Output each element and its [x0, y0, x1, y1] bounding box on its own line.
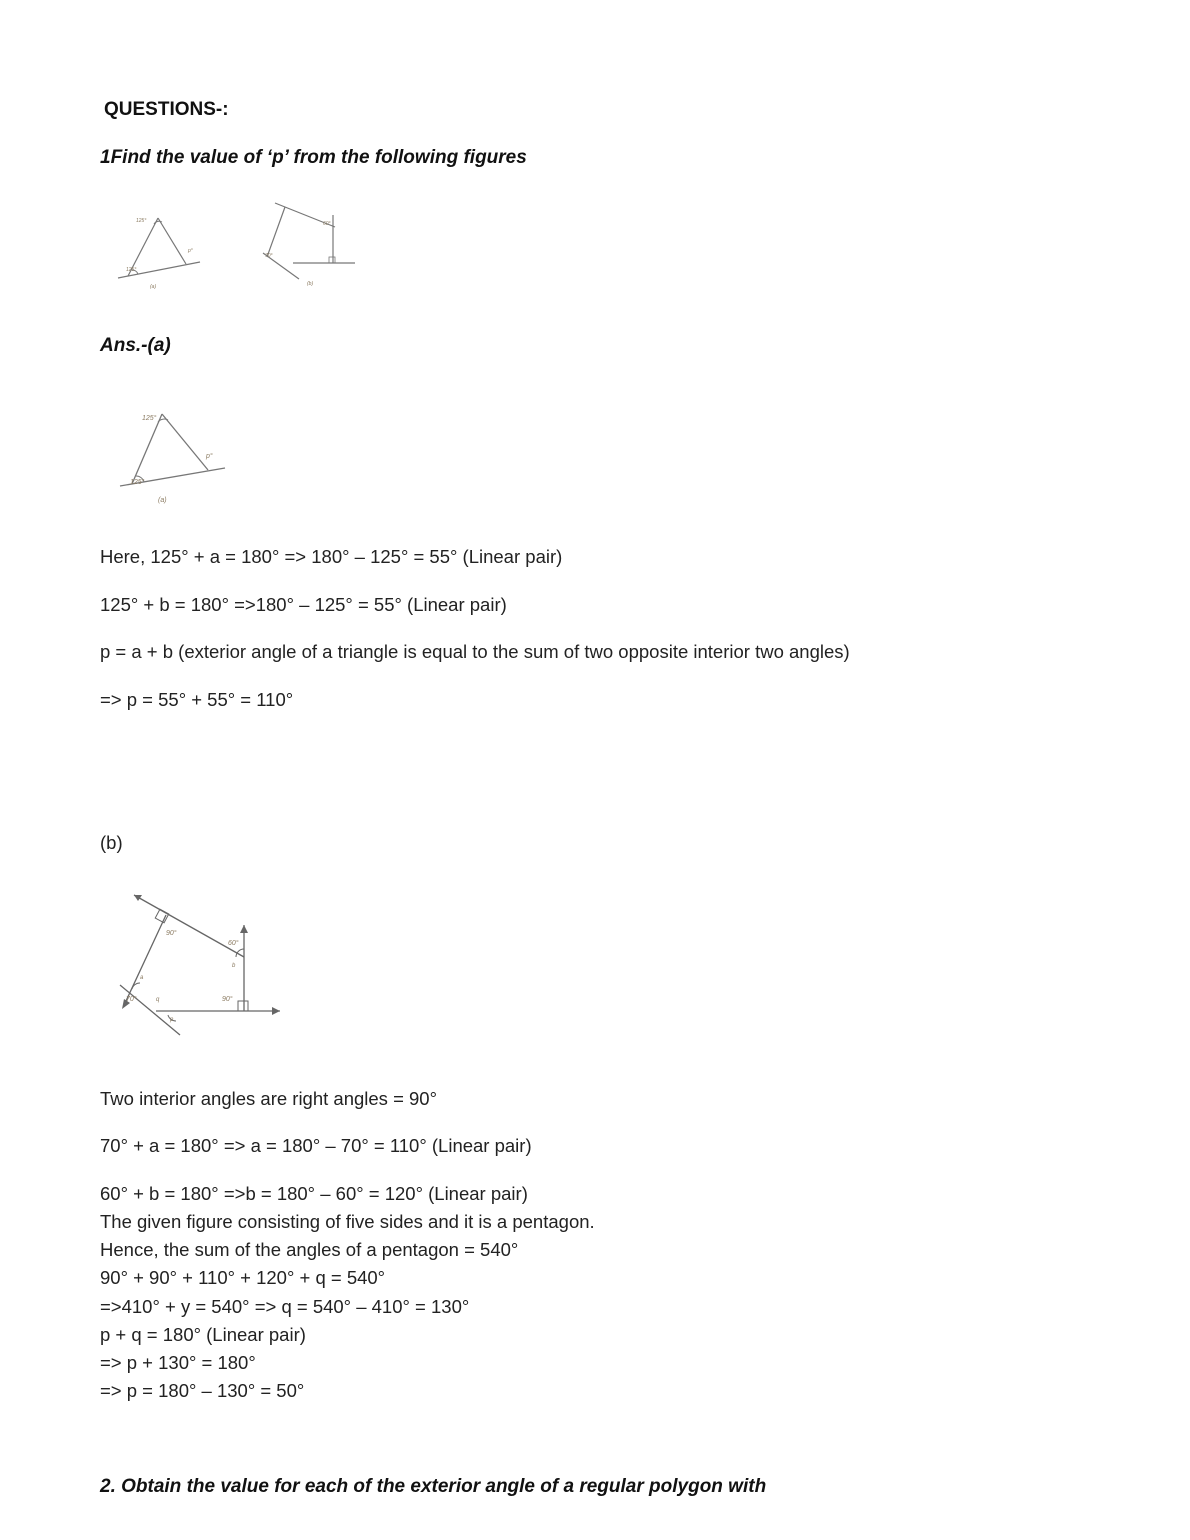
- part-b-line-3: 60° + b = 180° =>b = 180° – 60° = 120° (Linear pair): [100, 1183, 528, 1204]
- fig-b-label-b: b: [232, 963, 236, 969]
- part-a-line-4: => p = 55° + 55° = 110°: [100, 689, 294, 710]
- part-b-line-1: Two interior angles are right angles = 90°: [100, 1088, 437, 1109]
- part-b-line-7: =>410° + y = 540° => q = 540° – 410° = 130°: [100, 1296, 470, 1317]
- figure-b-small: [255, 195, 375, 295]
- fig-a-small-caption: (a): [150, 284, 157, 290]
- part-b-line-5: Hence, the sum of the angles of a pentagon = 540°: [100, 1239, 519, 1260]
- figure-b: [110, 885, 310, 1045]
- figure-a: [110, 400, 250, 510]
- fig-b-small-label-70: 70°: [265, 253, 273, 259]
- part-a-line-1: Here, 125° + a = 180° => 180° – 125° = 55° (Linear pair): [100, 546, 563, 567]
- fig-a-small-label-125-top: 125°: [136, 218, 147, 224]
- fig-b-label-p: p: [170, 1017, 174, 1023]
- part-b-line-9: => p + 130° = 180°: [100, 1352, 256, 1373]
- part-b-line-6: 90° + 90° + 110° + 120° + q = 540°: [100, 1267, 386, 1288]
- fig-a-label-125-bottom: 125°: [130, 479, 145, 486]
- part-b-line-4: The given figure consisting of five sides and it is a pentagon.: [100, 1211, 595, 1232]
- part-a-line-2: 125° + b = 180° =>180° – 125° = 55° (Linear pair): [100, 594, 507, 615]
- fig-b-label-a: a: [140, 975, 144, 981]
- fig-a-small-label-125-bottom: 125°: [126, 267, 137, 273]
- fig-b-label-q: q: [156, 997, 160, 1003]
- part-a-line-3: p = a + b (exterior angle of a triangle is equal to the sum of two opposite interior two angles): [100, 641, 850, 662]
- fig-b-label-90-bottom: 90°: [222, 996, 233, 1003]
- fig-a-label-p: p°: [206, 453, 213, 460]
- fig-a-small-label-p: p°: [188, 248, 193, 254]
- fig-a-label-125-top: 125°: [142, 415, 157, 422]
- figure-a-small: [110, 200, 230, 300]
- fig-b-small-label-60: 60°: [323, 221, 331, 227]
- page-heading: QUESTIONS-:: [104, 99, 229, 120]
- question-1: 1Find the value of ‘p’ from the following figures: [100, 147, 527, 168]
- fig-a-caption: (a): [158, 497, 167, 504]
- fig-b-small-caption: (b): [307, 281, 314, 287]
- part-b-line-8: p + q = 180° (Linear pair): [100, 1324, 306, 1345]
- fig-b-label-60: 60°: [228, 940, 239, 947]
- part-b-label: (b): [100, 832, 123, 853]
- fig-b-label-90-top: 90°: [166, 930, 177, 937]
- fig-b-label-70: 70°: [126, 996, 137, 1003]
- part-b-line-2: 70° + a = 180° => a = 180° – 70° = 110° (Linear pair): [100, 1135, 532, 1156]
- question-2: 2. Obtain the value for each of the exterior angle of a regular polygon with: [100, 1476, 767, 1497]
- part-b-line-10: => p = 180° – 130° = 50°: [100, 1380, 305, 1401]
- answer-label: Ans.-(a): [100, 335, 171, 356]
